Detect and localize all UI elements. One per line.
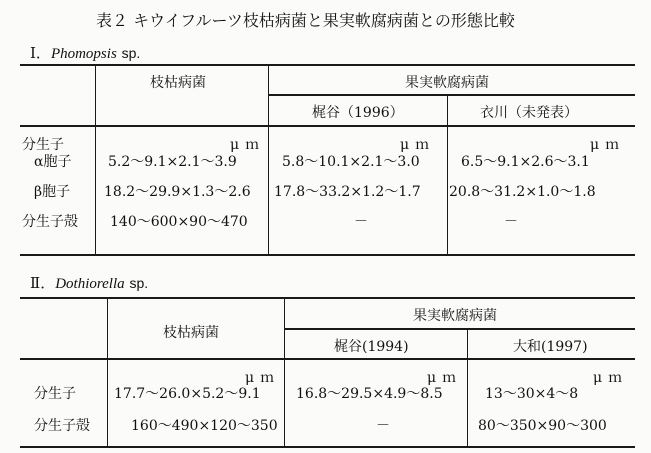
- row-label: β胞子: [34, 184, 71, 200]
- section-numeral: Ⅱ．: [30, 274, 56, 292]
- header-fruit-rot-pathogen: 果実軟腐病菌: [413, 308, 497, 324]
- species-abbrev: sp.: [129, 275, 149, 291]
- unit-label: μｍ: [593, 370, 629, 386]
- table-cell: －: [376, 418, 390, 434]
- unit-label: μｍ: [245, 370, 281, 386]
- table-cell: 160～490×120～350: [131, 418, 278, 434]
- col-divider: [284, 297, 285, 446]
- col-divider: [95, 64, 96, 254]
- row-label: 分生子殻: [22, 214, 78, 230]
- col-divider: [268, 64, 269, 254]
- header-branch-pathogen: 枝枯病菌: [150, 75, 206, 91]
- table-cell: 140～600×90～470: [110, 214, 248, 230]
- table-cell: 20.8～31.2×1.0～1.8: [449, 184, 596, 200]
- row-label: 分生子: [34, 386, 76, 402]
- table-title: 表２ キウイフルーツ枝枯病菌と果実軟腐病菌との形態比較: [96, 11, 515, 30]
- rule-bottom: [20, 254, 635, 256]
- genus-name: Dothiorella: [55, 276, 125, 292]
- genus-name: Phomopsis: [50, 46, 117, 62]
- col-divider: [467, 328, 468, 446]
- rule-bottom: [20, 446, 635, 448]
- header-fruit-rot-pathogen: 果実軟腐病菌: [405, 75, 489, 91]
- rule-header-bottom: [20, 125, 635, 127]
- table-cell: 80～350×90～300: [478, 418, 607, 434]
- table-cell: 17.8～33.2×1.2～1.7: [274, 184, 421, 200]
- section-heading-phomopsis: [30, 42, 140, 63]
- table-cell: 17.7～26.0×5.2～9.1: [114, 386, 261, 402]
- unit-label: μｍ: [230, 137, 266, 153]
- rule-subheader: [268, 94, 635, 96]
- rule-top: [20, 64, 635, 66]
- rule-subheader: [284, 328, 635, 330]
- table-cell: 5.2～9.1×2.1～3.9: [108, 154, 237, 170]
- header-source-2: 大和(1997): [513, 339, 588, 355]
- header-source-1: 梶谷（1996）: [312, 105, 404, 121]
- table-cell: 13～30×4～8: [485, 386, 579, 402]
- col-divider: [107, 297, 108, 446]
- row-label: 分生子: [22, 137, 64, 153]
- section-numeral: Ⅰ．: [30, 44, 51, 62]
- rule-top: [20, 297, 635, 299]
- table-cell: 6.5～9.1×2.6～3.1: [461, 154, 590, 170]
- table-cell: －: [354, 214, 368, 230]
- row-label: 分生子殻: [34, 418, 90, 434]
- section-heading-dothiorella: [30, 272, 148, 293]
- header-source-2: 衣川（未発表）: [480, 105, 578, 121]
- col-divider: [447, 94, 448, 254]
- unit-label: μｍ: [427, 370, 463, 386]
- table-cell: 5.8～10.1×2.1～3.0: [282, 154, 420, 170]
- header-source-1: 梶谷(1994): [334, 339, 409, 355]
- unit-label: μｍ: [590, 137, 626, 153]
- table-cell: 18.2～29.9×1.3～2.6: [104, 184, 251, 200]
- unit-label: μｍ: [400, 137, 436, 153]
- species-abbrev: sp.: [121, 45, 141, 61]
- row-label: α胞子: [34, 154, 72, 170]
- header-branch-pathogen: 枝枯病菌: [163, 325, 219, 341]
- table-cell: 16.8～29.5×4.9～8.5: [296, 386, 443, 402]
- table-cell: －: [504, 214, 518, 230]
- rule-header-bottom: [20, 358, 635, 360]
